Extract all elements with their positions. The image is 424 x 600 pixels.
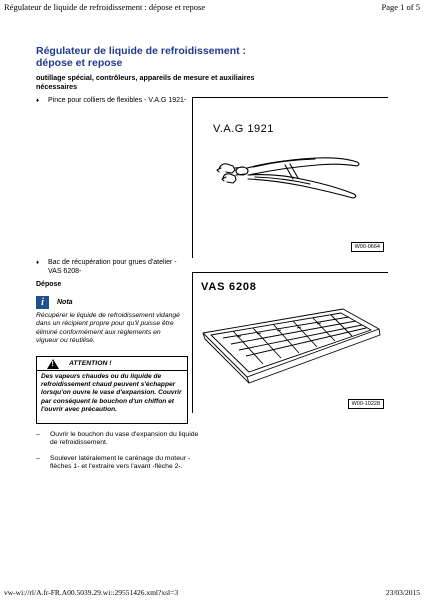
page-header-title: Régulateur de liquide de refroidissement : dépose et repose bbox=[4, 2, 206, 12]
tools-heading: outillage spécial, contrôleurs, appareils de mesure et auxiliaires nécessaires bbox=[36, 73, 255, 91]
note-label: Nota bbox=[57, 299, 73, 306]
document-title: Régulateur de liquide de refroidissement : dépose et repose bbox=[36, 45, 247, 69]
note-text: Récupérer le liquide de refroidissement vidangé dans un récipient propre pour qu'il puisse être éliminé conformément aux règlements en vigueur ou réutilisé. bbox=[36, 312, 180, 345]
figure-label: VAS 6208 bbox=[201, 281, 257, 293]
page-footer-url: vw-wi://rl/A.fr-FR.A00.5039.29.wi::29551426.xml?xsl=3 bbox=[4, 588, 179, 597]
step-item bbox=[36, 431, 205, 447]
figure-drip-tray bbox=[192, 272, 388, 413]
figure-label: V.A.G 1921 bbox=[213, 123, 274, 135]
bullet-diamond-icon: ♦ bbox=[36, 98, 40, 104]
step-text: Ouvrir le bouchon du vase d'expansion du liquide de refroidissement. bbox=[50, 431, 199, 447]
step-item bbox=[36, 455, 205, 471]
note-header bbox=[36, 296, 73, 309]
tool-item-label: Bac de récupération pour grues d'atelier - VAS 6208- bbox=[48, 259, 177, 275]
figure-code: W00-0664 bbox=[351, 242, 384, 252]
page-footer-date: 23/03/2015 bbox=[385, 588, 420, 597]
section-heading: Dépose bbox=[36, 281, 62, 288]
attention-label: ATTENTION ! bbox=[69, 360, 112, 367]
drip-tray-icon bbox=[193, 273, 388, 413]
tool-item-drip-tray bbox=[36, 259, 188, 276]
attention-box bbox=[36, 356, 188, 424]
figure-code: W00-10228 bbox=[348, 399, 384, 409]
step-dash: – bbox=[36, 455, 40, 462]
hose-clamp-pliers-icon bbox=[193, 98, 388, 258]
warning-triangle-icon bbox=[47, 359, 59, 369]
bullet-diamond-icon: ♦ bbox=[36, 260, 40, 266]
figure-pliers bbox=[192, 97, 388, 258]
page-number: Page 1 of 5 bbox=[381, 2, 420, 12]
step-dash: – bbox=[36, 431, 40, 438]
step-text: Soulever latéralement le carénage du moteur -flèches 1- et l'extraire vers l'avant -flèche 2-. bbox=[50, 455, 191, 471]
tool-item-pliers bbox=[36, 97, 188, 106]
info-icon: i bbox=[36, 296, 49, 309]
attention-header bbox=[37, 357, 187, 371]
tool-item-label: Pince pour colliers de flexibles - V.A.G 1921- bbox=[48, 97, 187, 104]
attention-text: Des vapeurs chaudes ou du liquide de refroidissement chaud peuvent s'échapper lorsqu'on ouvre le vase d'expansion. Couvrir par conséquent le bouchon d'un chiffon et l'ouvrir avec précaution. bbox=[41, 373, 182, 413]
